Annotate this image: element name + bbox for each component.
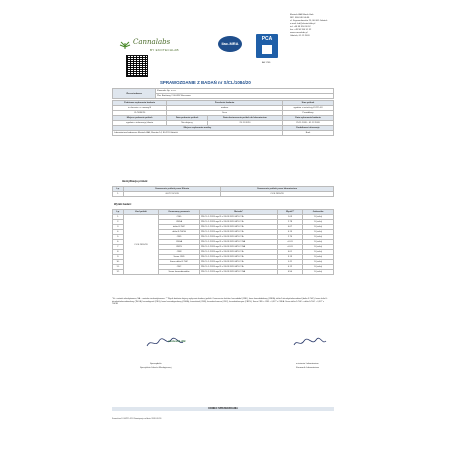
result-cell: % (m/m) <box>303 250 334 255</box>
client-name: Flowerdis Sp. z o.o. <box>156 89 334 94</box>
info-cell: zgodnie z instrukcją KI-PO-03 <box>282 106 333 111</box>
address-line: tel: +48 58 350 36 52 <box>290 26 311 28</box>
result-cell: Suma delta-9-THC <box>159 260 200 265</box>
results-heading: Wyniki badań: <box>114 203 132 206</box>
result-cell: % (m/m) <box>303 220 334 225</box>
result-cell: 8. <box>113 250 124 255</box>
result-cell: CBN <box>159 250 200 255</box>
results-col-header: Lp. <box>113 210 124 215</box>
cannabis-leaf-icon <box>118 40 132 50</box>
result-cell: delta-9-THCA <box>159 230 200 235</box>
results-col-header: Jednostka <box>303 210 334 215</box>
result-cell: % (m/m) <box>303 245 334 250</box>
result-cell: delta-9-THC <box>159 225 200 230</box>
result-cell: 0.07 <box>278 225 303 230</box>
client-table <box>112 88 334 99</box>
info-header: Dodatkowe informacje <box>282 126 333 131</box>
lab-logo-subtitle: BY EKOTECHLAB <box>150 48 179 52</box>
result-cell: % (m/m) <box>303 255 334 260</box>
result-cell: 2.70 <box>278 235 303 240</box>
result-cell: 4.54 <box>278 270 303 275</box>
info-cell: 25.11.2020 - 01.12.2020 <box>282 121 333 126</box>
results-col-header: Wynik** <box>278 210 303 215</box>
result-cell: 3.13 <box>278 255 303 260</box>
result-cell: PB-CL-1:2019 wyd 3 z 26.09.2020 HPLC/ A <box>200 255 278 260</box>
order-info-table <box>112 100 334 136</box>
result-cell: 12. <box>113 270 124 275</box>
info-header: Przedmiot badania <box>167 101 283 106</box>
result-cell: <0.01 <box>278 240 303 245</box>
info-cell: 25.11.2020 <box>207 121 282 126</box>
address-line: e-mail: lab@ekotechlab.pl <box>290 23 316 25</box>
ident-col-header: Lp. <box>113 187 124 192</box>
result-cell: % (m/m) <box>303 225 334 230</box>
address-line: fax: +48 58 350 51 32 <box>290 29 312 31</box>
result-cell: 5. <box>113 235 124 240</box>
info-header: Data pobrania próbek <box>167 116 208 121</box>
result-cell: % (m/m) <box>303 270 334 275</box>
result-cell: 4. <box>113 230 124 235</box>
result-cell: 6. <box>113 240 124 245</box>
info-cell: CL/1084/20 <box>113 111 167 116</box>
result-cell: 2.78 <box>278 220 303 225</box>
results-col-header: Metoda* <box>200 210 278 215</box>
sample-code-cell: CL/S 2651/20 <box>124 215 159 275</box>
info-cell: zgodnie z informacją klienta <box>113 121 167 126</box>
result-cell: 3. <box>113 225 124 230</box>
info-cell: Laboratorium badawcze EkotechLAB, Rozrów 14, 80-231 Gdańsk <box>113 131 283 136</box>
result-cell: PB-CL-1:2019 wyd 3 z 26.09.2020 HPLC/ A <box>200 215 278 220</box>
info-cell: nadana <box>167 106 283 111</box>
right-signature <box>292 336 328 350</box>
result-cell: CBC <box>159 265 200 270</box>
result-cell: PB-CL-1:2019 wyd 3 z 26.09.2020 HPLC/ A <box>200 230 278 235</box>
result-cell: % (m/m) <box>303 265 334 270</box>
info-header: Data wykonania badania <box>282 116 333 121</box>
result-cell: % (m/m) <box>303 230 334 235</box>
info-cell: Brak <box>282 131 333 136</box>
client-address: Plac Bankowy 2 00-095 Warszawa <box>156 94 334 99</box>
results-col-header: Oznaczany parametr <box>159 210 200 215</box>
address-line: ul. Szymankowska 25, 80-301 Gdańsk <box>290 20 328 22</box>
info-cell: Nie dotyczy <box>167 121 208 126</box>
result-cell: PB-CL-1:2019 wyd 3 z 26.09.2020 HPLC/ A <box>200 260 278 265</box>
right-signature-caption: w imieniu Laboratorium <box>296 363 319 365</box>
result-cell: 0.15 <box>278 230 303 235</box>
info-header: Miejsce pobrania próbek <box>113 116 167 121</box>
form-footer: Formularz F-SJ/PO-5/3 Obowiązuje od dnia 2020.09.26 <box>112 418 162 420</box>
info-header: Miejsce wykonania analizy <box>113 126 283 131</box>
ident-col-header: Oznaczenie próbek przez laboratorium <box>221 187 334 192</box>
pca-logo <box>256 34 278 58</box>
address-line: NIP: 584-240-50-86 <box>290 17 310 19</box>
identification-table <box>112 186 334 197</box>
result-cell: PB-CL-1:2019 wyd 3 z 26.09.2020 HPLC/ NA <box>200 245 278 250</box>
report-title: SPRAWOZDANIE Z BADAŃ nr S/CL/1084/20 <box>160 80 251 85</box>
address-line: www.cannalabs.pl <box>290 32 308 34</box>
result-cell: 0.12 <box>278 265 303 270</box>
ilac-mra-logo: ilac-MRA <box>218 36 242 52</box>
result-cell: 0.11 <box>278 260 303 265</box>
left-signature-role: Specjalista Jakości Ekologicznej <box>140 367 172 369</box>
info-header: Podstawa wykonania badania <box>113 101 167 106</box>
result-cell: PB-CL-1:2019 wyd 3 z 26.09.2020 HPLC/ A <box>200 235 278 240</box>
result-cell: CBGA <box>159 240 200 245</box>
info-cell: Prawidłowy <box>282 111 333 116</box>
result-cell: PB-CL-1:2019 wyd 3 z 26.09.2020 HPLC/ A <box>200 220 278 225</box>
result-cell: Suma kannabinoidów <box>159 270 200 275</box>
result-cell: PB-CL-1:2019 wyd 3 z 26.09.2020 HPLC/ NA <box>200 240 278 245</box>
result-cell: % (m/m) <box>303 260 334 265</box>
result-cell: CBDV <box>159 245 200 250</box>
result-cell: PB-CL-1:2019 wyd 3 z 26.09.2020 HPLC/ NA <box>200 270 278 275</box>
left-signature-caption: Sporządziła <box>150 363 162 365</box>
address-line: EkotechLAB Marek Holc <box>290 14 314 16</box>
result-cell: % (m/m) <box>303 240 334 245</box>
result-cell: 0.01 <box>278 250 303 255</box>
result-cell: 1.03 <box>278 215 303 220</box>
pca-logo-text: PCA <box>261 36 273 42</box>
lab-stamp: ekotechLAB <box>168 339 186 343</box>
result-cell: PB-CL-1:2019 wyd 3 z 26.09.2020 HPLC/ A <box>200 250 278 255</box>
lab-logo-text: Cannalabs <box>133 38 171 46</box>
result-cell: 1. <box>113 215 124 220</box>
info-header: Data dostarczenia próbek do laboratorium <box>207 116 282 121</box>
pca-logo-mark <box>262 45 272 54</box>
info-header: Stan próbek <box>282 101 333 106</box>
ident-cell: GLITCOOON <box>124 192 221 197</box>
results-legend: * A – metoda akredytowana, NA – metoda nieakredytowana. ** Wynik badania dotyczy wyłącznie badanej próbki. Oznaczenia skrótów: kannabidiol (CBD), kwas kannabidiolowy (CBDA), delta-9-tetrahydrokannabinol (delta-9-THC), kwas delta-9-tetrahydrokannabinolowy (THCA), kannabigerol (CBG), kwas kannabigerolowy (CBGA), kannabinol (CBN), kannabichromen (CBC), kannabidiwaryna (CBDV). Suma CBD = CBD + 0,877 x CBDA. Suma delta-9-THC = delta-9-THC + 0,877 x THCA. <box>112 298 328 306</box>
report-date: Gdańsk, 01.12.2020 <box>290 35 310 37</box>
ident-cell: 1. <box>113 192 124 197</box>
right-signature-role: Kierownik Laboratorium <box>296 367 319 369</box>
end-of-report-bar: KONIEC SPRAWOZDANIA <box>112 407 334 411</box>
result-cell: 10. <box>113 260 124 265</box>
result-cell: CBG <box>159 215 200 220</box>
result-cell: % (m/m) <box>303 235 334 240</box>
results-table <box>112 209 334 275</box>
result-cell: 9. <box>113 255 124 260</box>
info-cell: ie zlecenie: nr umowy B <box>113 106 167 111</box>
ident-col-header: Oznaczenie próbek przez Klienta <box>124 187 221 192</box>
qr-code <box>126 55 148 77</box>
identification-heading: Identyfikacja próbek: <box>122 180 148 183</box>
ident-cell: CL/S 2651/20 <box>221 192 334 197</box>
result-cell: Suma CBD <box>159 255 200 260</box>
result-cell: 11. <box>113 265 124 270</box>
pca-number: AB 1765 <box>262 62 271 64</box>
result-cell: % (m/m) <box>303 215 334 220</box>
result-cell: <0.01 <box>278 245 303 250</box>
result-cell: PB-CL-1:2019 wyd 3 z 26.09.2020 HPLC/ A <box>200 225 278 230</box>
result-cell: CBD <box>159 235 200 240</box>
client-label: Zleceniodawca <box>113 89 156 99</box>
result-cell: 7. <box>113 245 124 250</box>
result-cell: PB-CL-1:2019 wyd 3 z 26.09.2020 HPLC/ A <box>200 265 278 270</box>
results-col-header: Kod próbki <box>124 210 159 215</box>
info-cell: Susz <box>167 111 283 116</box>
result-cell: 2. <box>113 220 124 225</box>
table-row <box>113 192 334 197</box>
result-cell: CBDA <box>159 220 200 225</box>
